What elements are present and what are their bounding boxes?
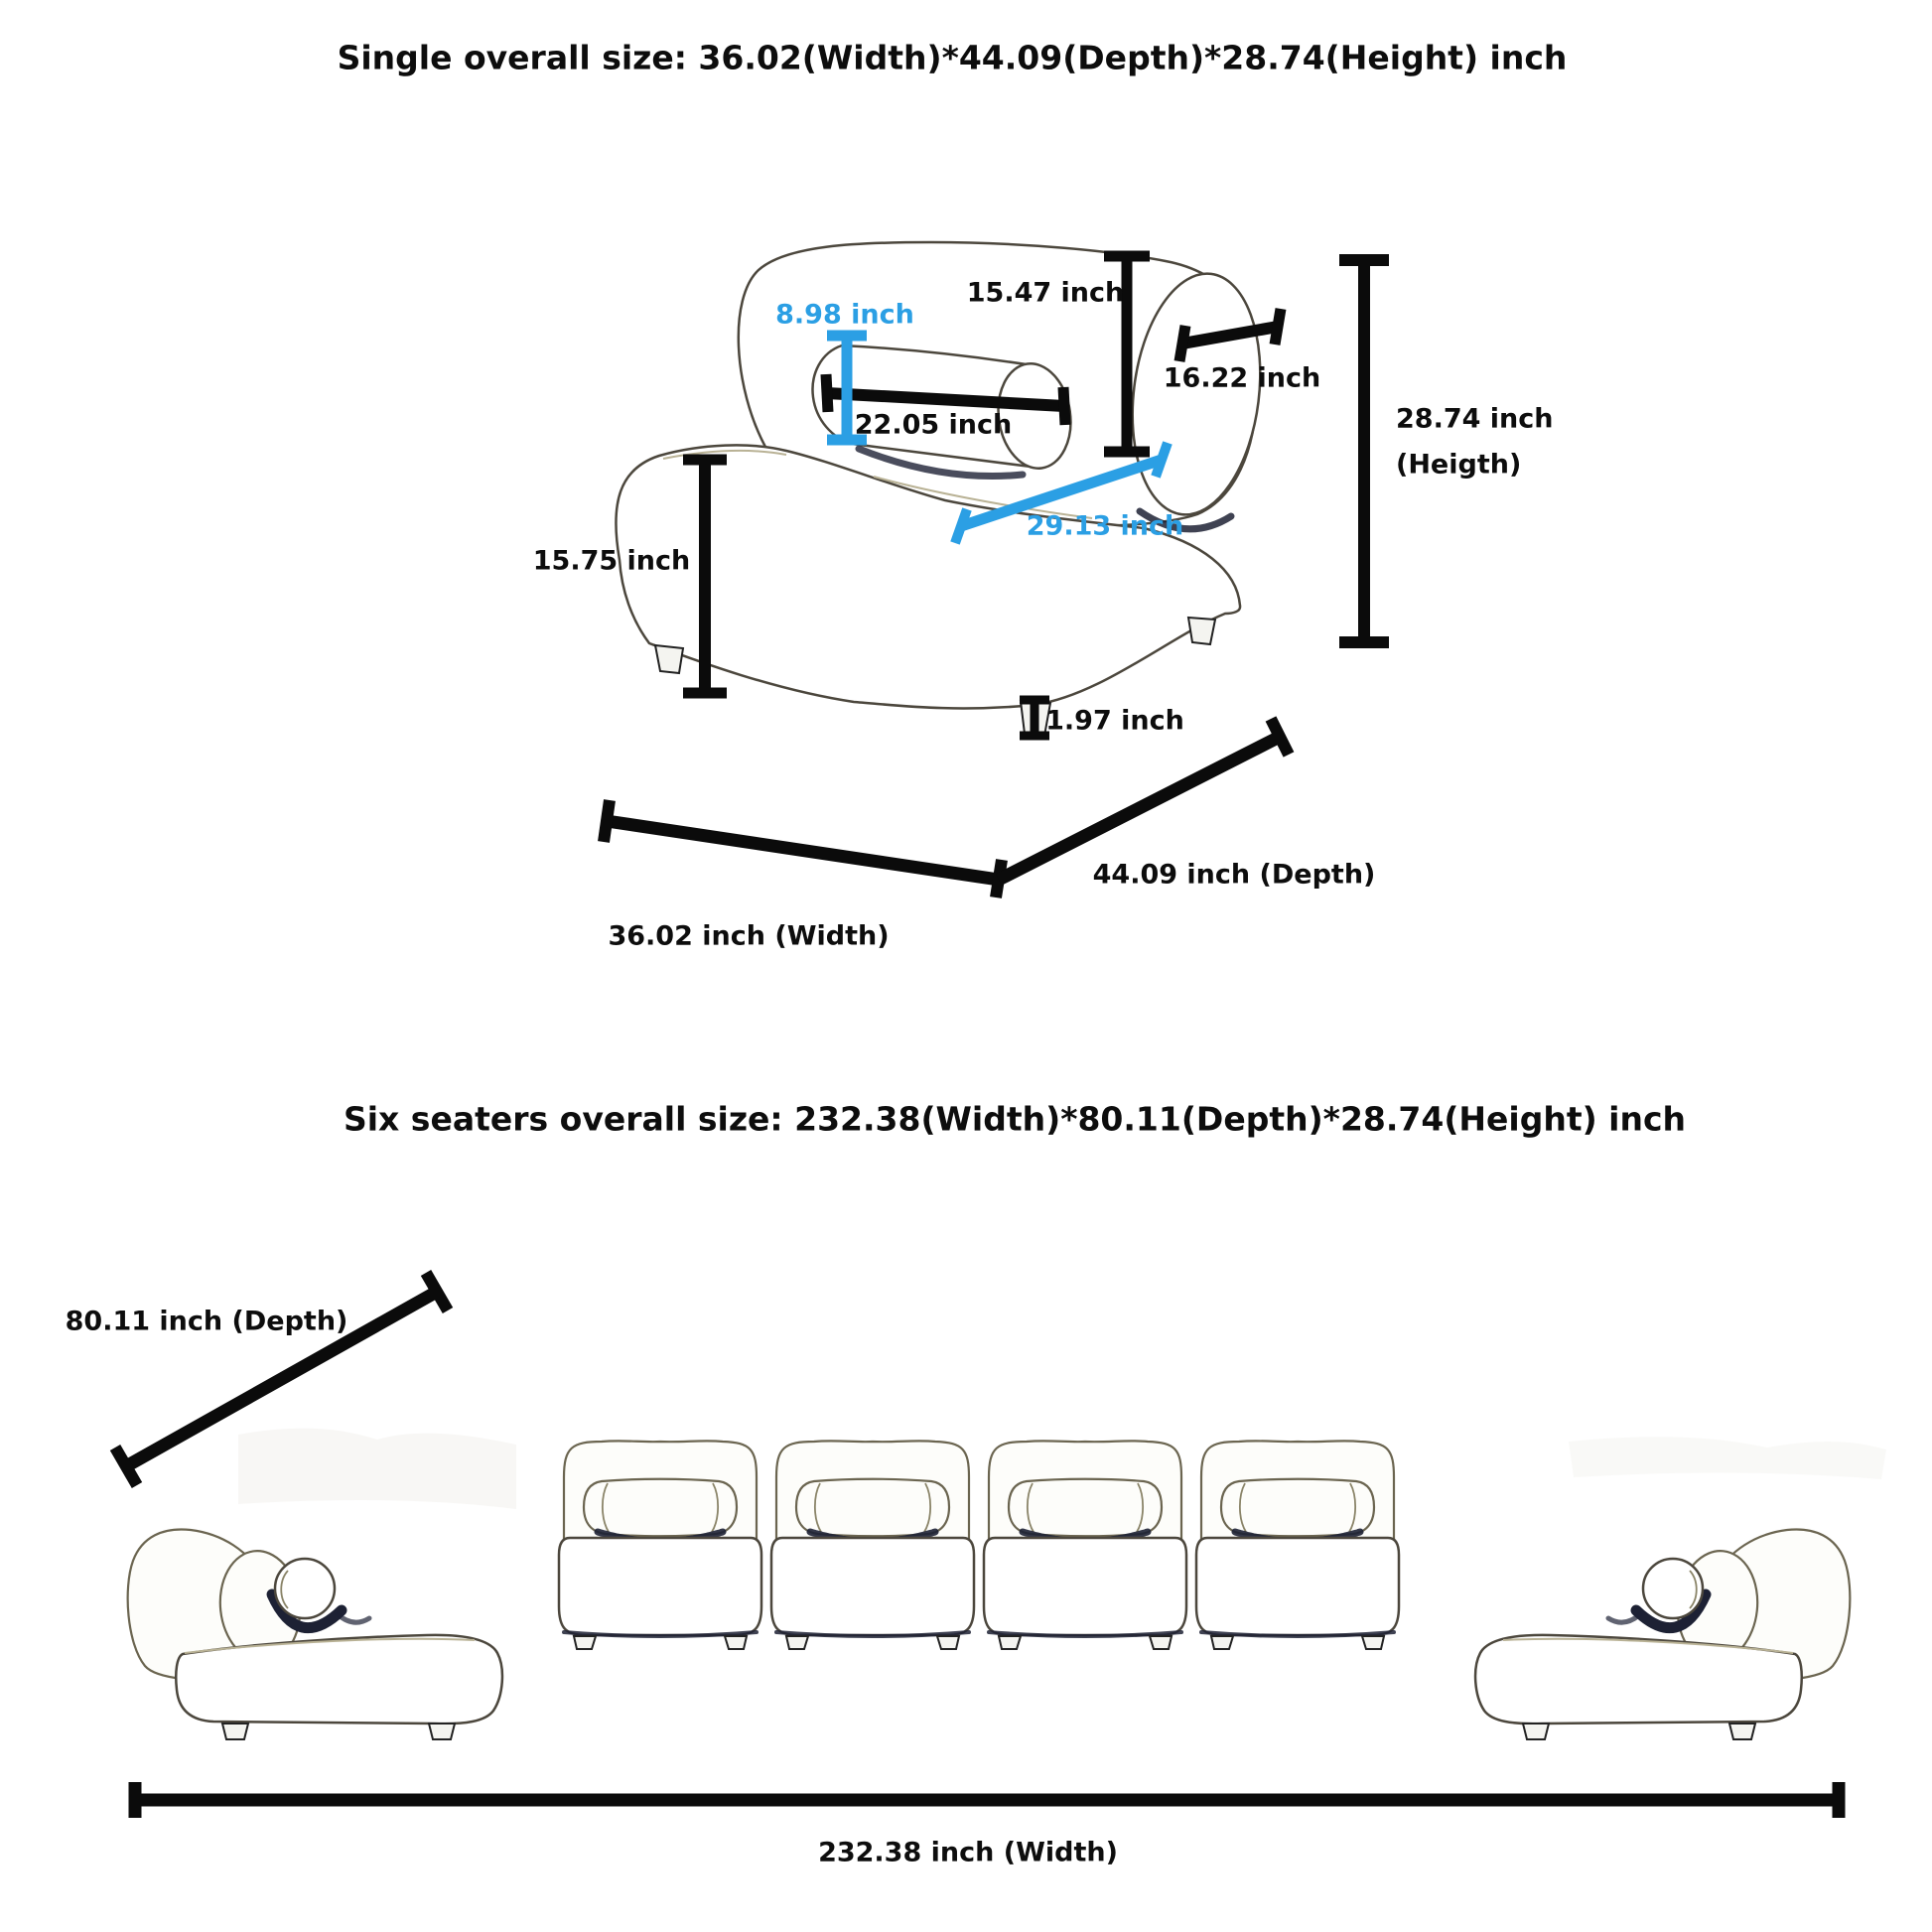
dim-cap [1063,387,1065,425]
label-seat-diagonal: 29.13 inch [1026,510,1184,542]
left-corner-chair [128,1529,502,1739]
label-single-depth: 44.09 inch (Depth) [1092,859,1376,891]
single-leg [1188,618,1215,644]
ghost-sketch [1569,1437,1886,1479]
single-leg [655,645,683,673]
middle-seat-unit [771,1441,974,1649]
label-sideback-width: 16.22 inch [1163,362,1321,394]
dim-line-width [607,821,999,880]
label-back-height: 15.47 inch [966,277,1125,309]
label-overall-height: 28.74 inch [1396,403,1554,435]
middle-seat-unit [984,1441,1186,1649]
middle-seat-unit [559,1441,761,1649]
label-pillow-width: 22.05 inch [854,409,1013,441]
dim-cap [604,800,610,842]
dim-cap [826,374,828,412]
label-pillow-height: 8.98 inch [775,299,914,331]
dim-line-depth [999,737,1280,880]
middle-seat-unit [1196,1441,1399,1649]
six-seater-title: Six seaters overall size: 232.38(Width)*80.11(Depth)*28.74(Height) inch [343,1099,1687,1139]
single-chair-sketch [616,242,1273,736]
six-seater-sketch [128,1429,1886,1739]
label-leg-height: 1.97 inch [1045,705,1184,737]
label-seat-height: 15.75 inch [532,545,691,577]
label-six-depth: 80.11 inch (Depth) [65,1306,348,1337]
label-overall-height-suffix: (Heigth) [1396,449,1522,481]
label-six-width: 232.38 inch (Width) [818,1837,1118,1868]
right-corner-chair [1475,1529,1850,1739]
single-title: Single overall size: 36.02(Width)*44.09(Depth)*28.74(Height) inch [337,38,1568,77]
six-seater-dimension-lines [115,1273,1839,1818]
dim-cap [1179,326,1185,361]
dim-cap [1271,719,1289,755]
dim-cap [1275,309,1281,345]
label-single-width: 36.02 inch (Width) [608,920,890,952]
ghost-sketch [238,1429,516,1509]
